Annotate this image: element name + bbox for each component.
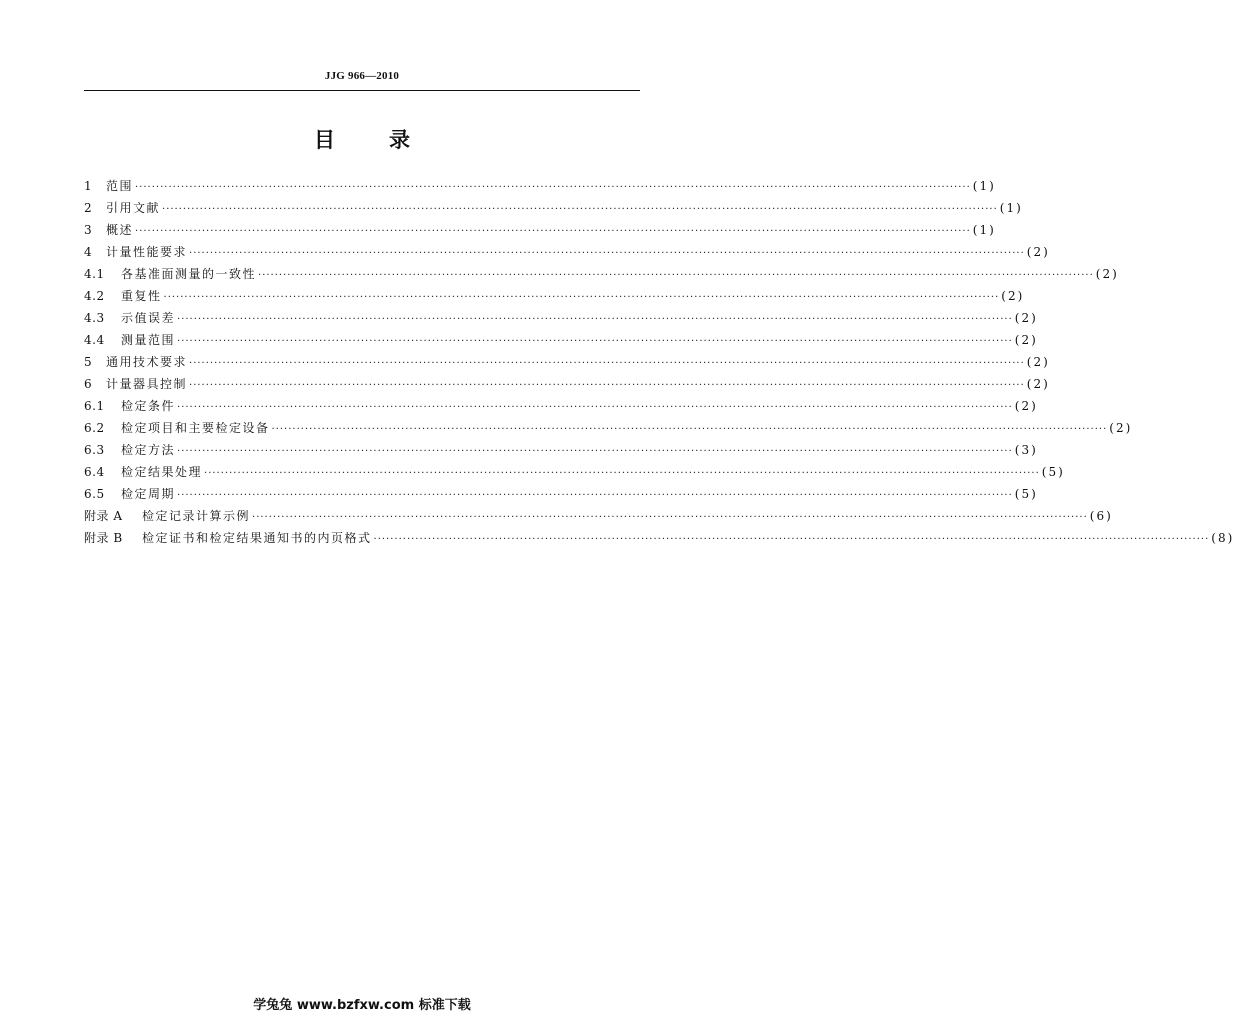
toc-entry-page: (2) [1026,245,1050,259]
toc-entry-label: 计量性能要求 [106,245,188,259]
table-of-contents [84,175,1234,549]
toc-entry-page: (6) [1089,509,1113,523]
toc-entry[interactable] [84,197,1023,219]
toc-entry-page: (2) [1109,421,1133,435]
toc-entry-number: 6 [84,377,93,391]
toc-entry-page: (2) [1026,377,1050,391]
toc-leader-dots: ········································································································································································································ [177,446,1013,457]
toc-entry-label: 引用文献 [106,201,161,215]
toc-entry-label: 检定周期 [121,487,176,501]
toc-leader-dots: ········································································································································································································ [162,204,998,215]
toc-entry-label: 范围 [106,179,134,193]
toc-entry[interactable] [84,505,1113,527]
toc-entry-number: 6.5 [84,487,105,501]
toc-entry-number: 2 [84,201,93,215]
toc-entry-number: 1 [84,179,93,193]
toc-entry-page: (2) [1026,355,1050,369]
toc-entry-page: (1) [999,201,1023,215]
toc-entry-label: 检定方法 [121,443,176,457]
toc-entry-number: 4 [84,245,93,259]
toc-entry-label: 计量器具控制 [106,377,188,391]
toc-leader-dots: ········································································································································································································ [373,534,1210,545]
toc-entry-page: (5) [1041,465,1065,479]
toc-entry-label: 通用技术要求 [106,355,188,369]
toc-entry[interactable] [84,483,1038,505]
toc-entry-label: 重复性 [121,289,162,303]
toc-entry-label: 概述 [106,223,134,237]
toc-title-char-1: 目 [314,128,335,152]
toc-leader-dots: ········································································································································································································ [177,402,1013,413]
toc-leader-dots: ········································································································································································································ [135,226,971,237]
toc-entry-number: 3 [84,223,93,237]
toc-entry-number: 4.3 [84,311,105,325]
toc-entry-number: 4.4 [84,333,105,347]
toc-entry-page: (2) [1014,333,1038,347]
toc-entry-page: (1) [972,179,996,193]
toc-title [84,124,640,154]
toc-entry-page: (2) [1014,311,1038,325]
toc-entry[interactable] [84,461,1065,483]
toc-entry-label: 检定记录计算示例 [142,509,251,523]
toc-leader-dots: ········································································································································································································ [163,292,1000,303]
toc-entry-label: 检定结果处理 [121,465,203,479]
toc-entry-number: 6.1 [84,399,105,413]
toc-entry[interactable] [84,219,996,241]
toc-entry[interactable] [84,263,1119,285]
toc-leader-dots: ········································································································································································································ [252,512,1088,523]
toc-entry-number: 6.2 [84,421,105,435]
footer-watermark-text: 学兔兔 www.bzfxw.com 标准下载 [253,998,471,1013]
toc-entry-page: (2) [1001,289,1025,303]
toc-entry-number: 4.2 [84,289,105,303]
toc-leader-dots: ········································································································································································································ [189,358,1025,369]
toc-leader-dots: ········································································································································································································ [177,490,1013,501]
toc-entry-page: (1) [972,223,996,237]
toc-entry-label: 检定证书和检定结果通知书的内页格式 [142,531,372,545]
toc-entry[interactable] [84,285,1025,307]
toc-entry[interactable] [84,329,1038,351]
toc-entry-label: 检定条件 [121,399,176,413]
toc-leader-dots: ········································································································································································································ [177,314,1013,325]
toc-entry-number: 6.3 [84,443,105,457]
toc-entry-page: (3) [1014,443,1038,457]
toc-entry-page: (5) [1014,487,1038,501]
toc-entry[interactable] [84,373,1050,395]
toc-leader-dots: ········································································································································································································ [258,270,1094,281]
toc-entry[interactable] [84,527,1234,549]
toc-entry-label: 各基准面测量的一致性 [121,267,257,281]
toc-entry[interactable] [84,417,1133,439]
toc-entry-number: 4.1 [84,267,105,281]
toc-entry[interactable] [84,175,996,197]
toc-entry[interactable] [84,395,1038,417]
toc-entry-label: 示值误差 [121,311,176,325]
toc-entry[interactable] [84,241,1050,263]
toc-leader-dots: ········································································································································································································ [135,182,971,193]
toc-entry-page: (8) [1211,531,1234,545]
toc-entry[interactable] [84,351,1050,373]
toc-leader-dots: ········································································································································································································ [204,468,1040,479]
toc-leader-dots: ········································································································································································································ [189,380,1025,391]
toc-entry-page: (2) [1014,399,1038,413]
toc-entry-number: 5 [84,355,93,369]
toc-entry-label: 检定项目和主要检定设备 [121,421,270,435]
header-rule [84,90,640,91]
toc-leader-dots: ········································································································································································································ [189,248,1025,259]
toc-entry-number: 附录 B [84,531,123,545]
toc-entry-page: (2) [1095,267,1119,281]
toc-entry[interactable] [84,307,1038,329]
document-number-header: JJG 966—2010 [324,70,400,82]
toc-entry[interactable] [84,439,1038,461]
toc-entry-number: 附录 A [84,509,123,523]
toc-leader-dots: ········································································································································································································ [271,424,1108,435]
toc-leader-dots: ········································································································································································································ [177,336,1013,347]
toc-title-char-2: 录 [389,128,410,152]
toc-entry-number: 6.4 [84,465,105,479]
toc-entry-label: 测量范围 [121,333,176,347]
